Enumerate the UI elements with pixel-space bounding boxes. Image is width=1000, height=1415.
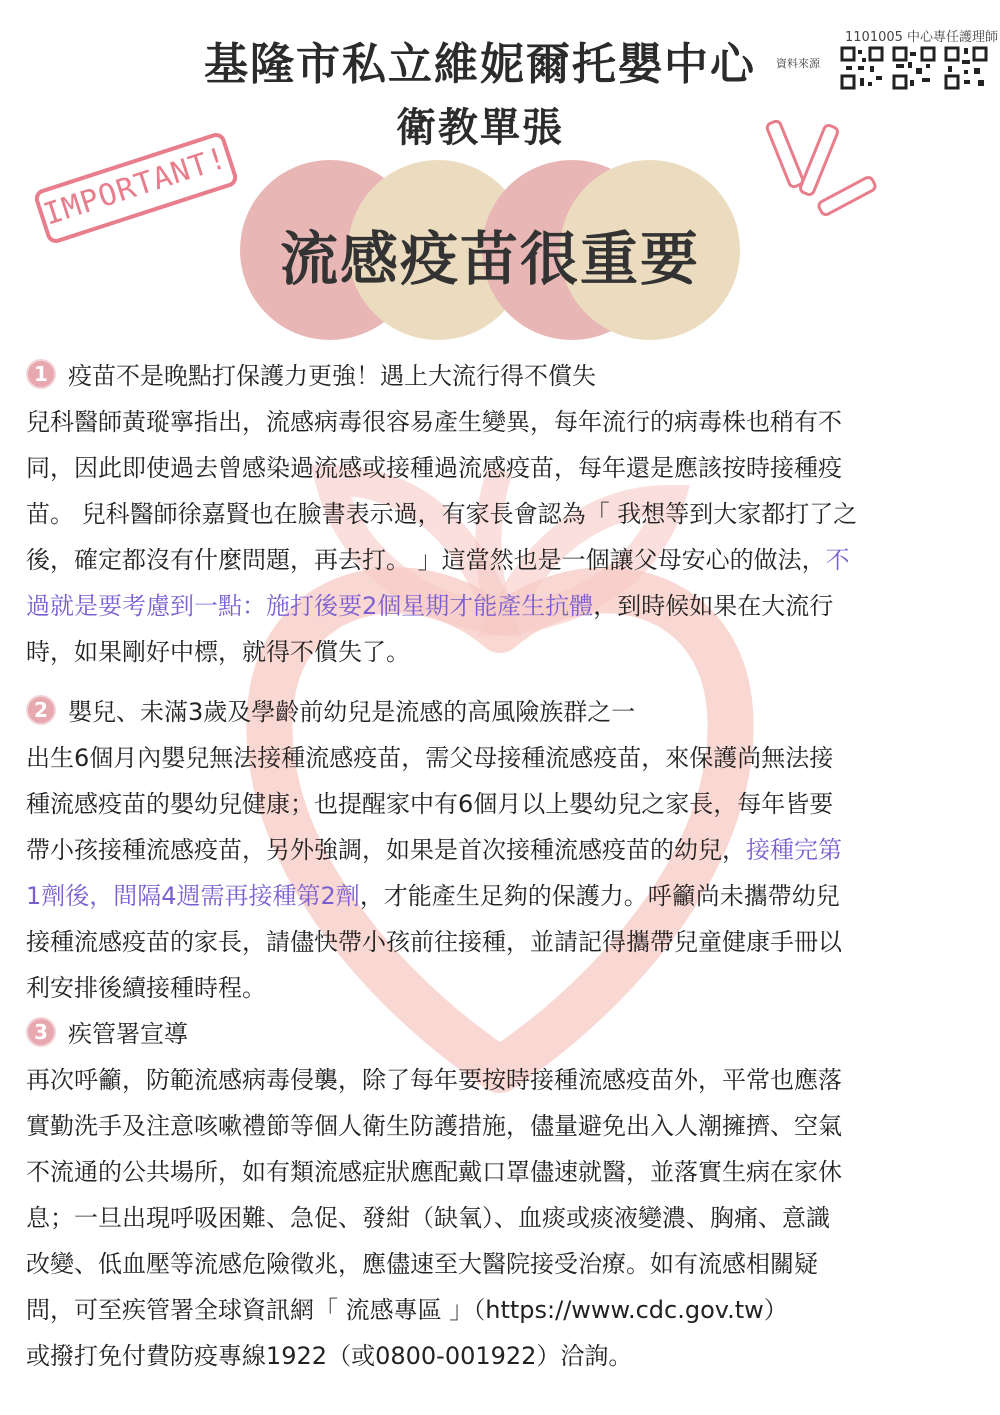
paragraph-line: 不流通的公共場所，如有類流感症狀應配戴口罩儘速就醫，並落實生病在家休 [26,1158,842,1186]
section-3 [26,1014,976,1379]
paragraph-line: 息；一旦出現呼吸困難、急促、發紺（缺氧）、血痰或痰液變濃、胸痛、意識 [26,1204,830,1232]
paragraph-line: 利安排後續接種時程。 [26,974,266,1002]
section-heading [26,356,976,391]
paragraph-line [26,583,976,629]
source-label: 資料來源 [776,57,820,70]
paragraph-line: 改變、低血壓等流感危險徵兆，應儘速至大醫院接受治療。如有流感相關疑 [26,1250,818,1278]
highlight-text: 接種完第 [746,836,842,864]
highlight-text: 1劑後，間隔4週需再接種第2劑 [26,882,360,910]
heading-text: 疾管署宣導 [68,1020,188,1048]
important-stamp: IMPORTANT! [32,130,240,245]
paragraph-line: 實勤洗手及注意咳嗽禮節等個人衛生防護措施，儘量避免出入人潮擁擠、空氣 [26,1112,842,1140]
qr-code-icon [944,46,988,90]
heading-text: 疫苗不是晚點打保護力更強！遇上大流行得不償失 [68,362,596,390]
qr-code-icon [892,46,936,90]
paragraph-line: 苗。 兒科醫師徐嘉賢也在臉書表示過，有家長會認為「 我想等到大家都打了之 [26,500,858,528]
highlight-text: 不 [825,546,850,574]
paragraph-line: 接種流感疫苗的家長，請儘快帶小孩前往接種，並請記得攜帶兒童健康手冊以 [26,928,842,956]
line-text: 帶小孩接種流感疫苗，另外強調，如果是首次接種流感疫苗的幼兒， [26,836,746,864]
number-badge: 2 [26,695,56,725]
paragraph-line: 同，因此即使過去曾感染過流感或接種過流感疫苗，每年還是應該按時接種疫 [26,454,842,482]
line-text: ，才能產生足夠的保護力。呼籲尚未攜帶幼兒 [359,882,840,910]
highlight-text: 過就是要考慮到一點：施打後要2個星期才能產生抗體 [26,592,594,620]
paragraph-line: 兒科醫師黃瑽寧指出，流感病毒很容易產生變異，每年流行的病毒株也稍有不 [26,408,842,436]
section-1 [26,356,976,675]
page-title: 基隆市私立維妮爾托嬰中心 [204,39,756,90]
line-text: 後，確定都沒有什麼問題，再去打。 」這當然也是一個讓父母安心的做法， [26,546,826,574]
paragraph-line: 種流感疫苗的嬰幼兒健康；也提醒家中有6個月以上嬰幼兒之家長，每年皆要 [26,790,834,818]
paragraph-line: 再次呼籲，防範流感病毒侵襲，除了每年要按時接種流感疫苗外，平常也應落 [26,1066,842,1094]
line-text: ，到時候如果在大流行 [593,592,834,620]
paragraph-line: 或撥打免付費防疫專線1922（或0800-001922）洽詢。 [26,1342,633,1370]
paragraph-line [26,873,976,919]
number-badge: 3 [26,1017,56,1047]
qr-code-icon [840,46,884,90]
section-heading [26,692,976,727]
heading-text: 嬰兒、未滿3歲及學齡前幼兒是流感的高風險族群之一 [68,698,636,726]
paragraph-line: 出生6個月內嬰兒無法接種流感疫苗，需父母接種流感疫苗，來保護尚無法接 [26,744,834,772]
paragraph-line: 時，如果剛好中標，就得不償失了。 [26,638,410,666]
paragraph-line [26,827,976,873]
paragraph-line [26,537,976,583]
section-heading [26,1014,976,1049]
number-badge: 1 [26,359,56,389]
main-title: 流感疫苗很重要 [279,225,700,293]
paragraph-line: 問，可至疾管署全球資訊網「 流感專區 」（https://www.cdc.gov.tw） [26,1296,788,1324]
section-2 [26,692,976,1011]
page-subtitle: 衛教單張 [396,105,564,151]
burst-lines-icon [760,110,910,230]
author-note: 1101005 中心專任護理師 [845,30,999,45]
